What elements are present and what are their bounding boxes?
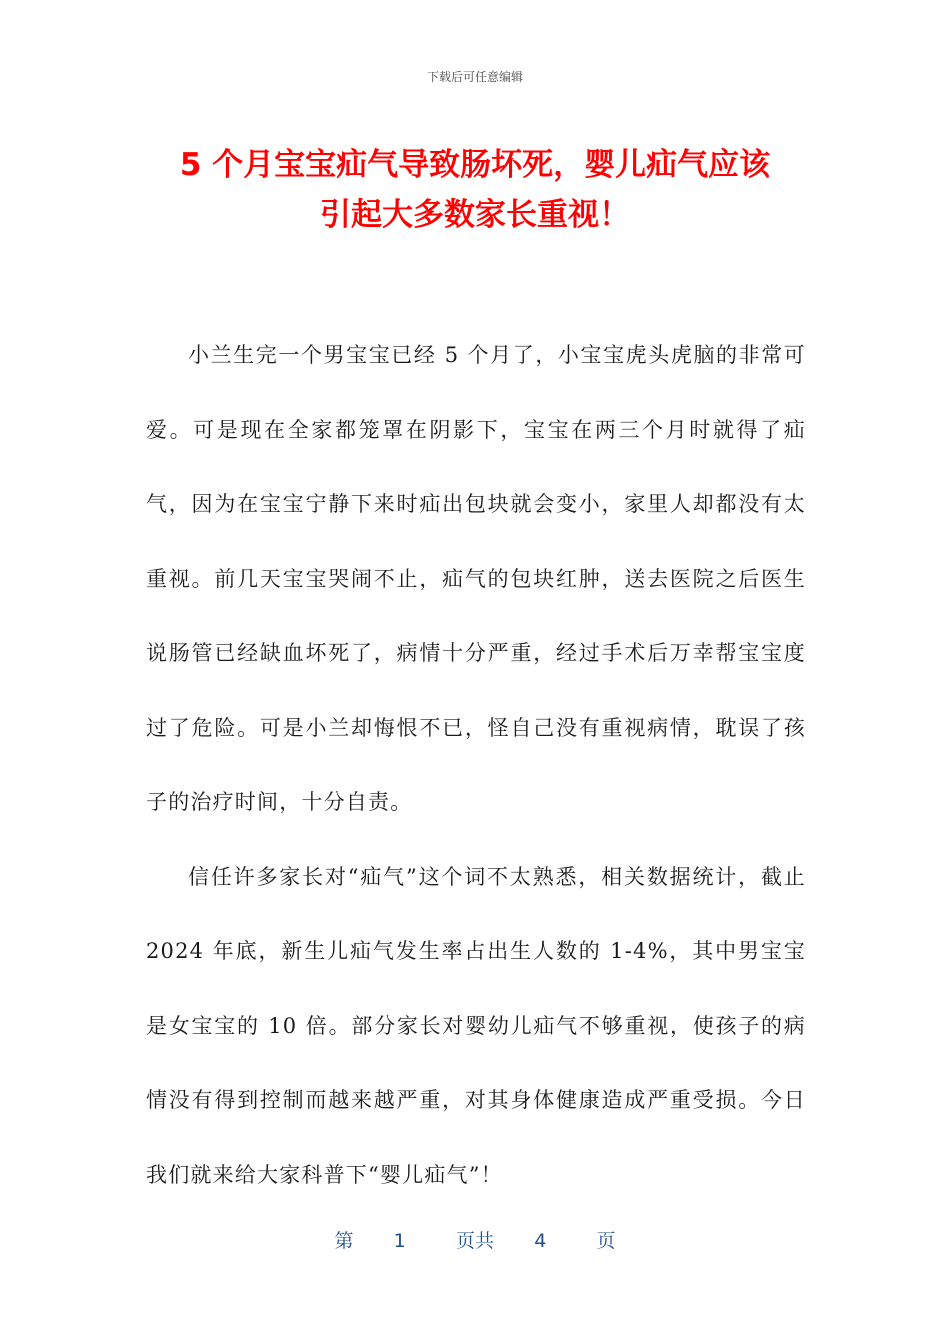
- title-line-2: 引起大多数家长重视！: [320, 197, 630, 233]
- title-line-1: 5 个月宝宝疝气导致肠坏死，婴儿疝气应该: [179, 147, 771, 183]
- footer-page-number: 1: [393, 1230, 406, 1252]
- paragraph: 信任许多家长对“疝气”这个词不太熟悉，相关数据统计，截止 2024 年底，新生儿疝气发生率占出生人数的 1-4%，其中男宝宝是女宝宝的 10 倍。部分家长对婴幼儿疝气不够重视，使孩子的病情没有得到控制而越来越严重，对其身体健康造成严重受损。今日我们就来给大家科普下“婴儿疝气”！: [146, 864, 806, 1187]
- header-note: 下载后可任意编辑: [426, 70, 523, 84]
- document-title: [120, 140, 830, 240]
- footer-page-of-label: 页共: [455, 1230, 494, 1252]
- footer-total-pages: 4: [534, 1230, 547, 1252]
- page-footer: [0, 1226, 950, 1253]
- footer-page-suffix: 页: [596, 1230, 616, 1252]
- paragraph: 小兰生完一个男宝宝已经 5 个月了，小宝宝虎头虎脑的非常可爱。可是现在全家都笼罩在阴影下，宝宝在两三个月时就得了疝气，因为在宝宝宁静下来时疝出包块就会变小，家里人却都没有太重视。前几天宝宝哭闹不止，疝气的包块红肿，送去医院之后医生说肠管已经缺血坏死了，病情十分严重，经过手术后万幸帮宝宝度过了危险。可是小兰却悔恨不已，怪自己没有重视病情，耽误了孩子的治疗时间，十分自责。: [146, 343, 806, 814]
- document-body: [146, 318, 806, 1212]
- footer-page-label: 第: [334, 1230, 354, 1252]
